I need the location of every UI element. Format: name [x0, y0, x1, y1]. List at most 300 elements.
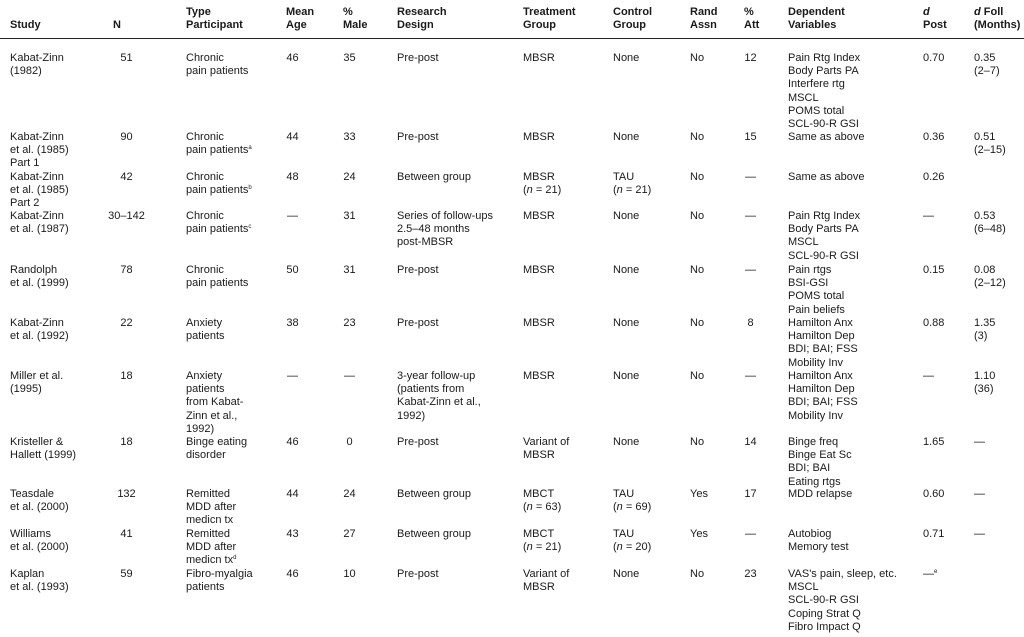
- cell-type-line: Anxiety: [186, 317, 223, 329]
- cell-att: [737, 131, 764, 144]
- cell-dv: [788, 488, 852, 501]
- cell-male-line: —: [344, 370, 355, 382]
- cell-dfoll-line: 0.53: [974, 210, 996, 222]
- cell-control-line: TAU: [613, 171, 635, 183]
- cell-treat-line: MBSR: [523, 131, 555, 143]
- cell-design: [397, 210, 493, 250]
- cell-control-line: TAU: [613, 528, 635, 540]
- cell-rand: [690, 131, 704, 144]
- cell-dv-line: SCL-90-R GSI: [788, 118, 859, 131]
- cell-study-line: Kristeller &: [10, 436, 64, 448]
- cell-age-line: 50: [286, 264, 299, 276]
- header-dpost: [923, 6, 947, 32]
- cell-study-line: et al. (2000): [10, 541, 69, 554]
- cell-att-line: —: [745, 171, 756, 183]
- cell-male-line: 24: [343, 488, 356, 500]
- cell-n-line: 41: [120, 528, 133, 540]
- cell-control-line: None: [613, 131, 640, 143]
- cell-design-line: Pre-post: [397, 264, 439, 276]
- cell-dfoll: [974, 528, 985, 541]
- cell-age: [279, 488, 306, 501]
- cell-att: [737, 317, 764, 330]
- cell-age-line: 46: [286, 52, 299, 64]
- cell-type-line: pain patients$^b$: [186, 184, 252, 197]
- cell-treat: [523, 210, 555, 223]
- cell-dv-line: BDI; BAI: [788, 462, 831, 475]
- cell-dpost-line: —: [923, 210, 934, 222]
- cell-control-line: None: [613, 210, 640, 222]
- cell-dpost: [923, 264, 944, 277]
- cell-male: [336, 171, 363, 184]
- cell-dv-line: POMS total: [788, 290, 845, 303]
- cell-type: [186, 210, 251, 236]
- cell-treat-line: MBCT: [523, 528, 555, 540]
- cell-dpost: [923, 210, 934, 223]
- cell-study-line: et al. (1985): [10, 144, 69, 157]
- cell-design: [397, 436, 439, 449]
- cell-control-line: (n = 21): [613, 184, 652, 197]
- cell-male: [336, 317, 363, 330]
- cell-control-line: TAU: [613, 488, 635, 500]
- cell-design: [397, 370, 481, 423]
- cell-dv-line: MDD relapse: [788, 488, 853, 500]
- cell-male: [336, 488, 363, 501]
- cell-dv: [788, 52, 860, 131]
- cell-control-line: None: [613, 568, 640, 580]
- cell-dv-line: BDI; BAI; FSS: [788, 343, 858, 356]
- cell-n: [107, 488, 146, 501]
- cell-type-line: Fibro-myalgia: [186, 568, 253, 580]
- cell-design-line: post-MBSR: [397, 236, 454, 249]
- cell-dv-line: Binge Eat Sc: [788, 449, 852, 462]
- cell-type: [186, 171, 252, 197]
- cell-design-line: Pre-post: [397, 317, 439, 329]
- cell-control: [613, 568, 639, 581]
- cell-dpost: [923, 131, 944, 144]
- cell-dfoll: [974, 264, 1006, 290]
- cell-study: [10, 568, 69, 594]
- cell-control: [613, 436, 639, 449]
- cell-control: [613, 171, 651, 197]
- cell-n: [107, 568, 146, 581]
- footnote-marker: d: [233, 555, 237, 562]
- cell-dfoll-line: (2–7): [974, 65, 1000, 78]
- cell-n-line: 22: [120, 317, 133, 329]
- cell-male: [336, 264, 363, 277]
- cell-dv: [788, 528, 849, 554]
- cell-male: [336, 52, 363, 65]
- cell-design-line: Between group: [397, 488, 471, 500]
- cell-att-line: —: [745, 210, 756, 222]
- cell-control-line: None: [613, 264, 640, 276]
- cell-study-line: Randolph: [10, 264, 58, 276]
- cell-study: [10, 528, 69, 554]
- cell-type: [186, 131, 252, 157]
- cell-dv: [788, 171, 864, 184]
- cell-type-line: 1992): [186, 422, 215, 435]
- cell-dv: [788, 317, 858, 370]
- cell-treat: [523, 171, 561, 197]
- cell-study-line: Hallett (1999): [10, 449, 77, 462]
- header-n-line: N: [113, 19, 121, 31]
- cell-dv-line: MSCL: [788, 236, 819, 249]
- cell-design-line: 1992): [397, 409, 426, 422]
- cell-rand-line: No: [690, 370, 705, 382]
- cell-treat-line: (n = 63): [523, 501, 562, 514]
- header-att: [744, 6, 759, 32]
- header-n: [113, 19, 121, 32]
- cell-rand: [690, 568, 704, 581]
- cell-age: [279, 210, 306, 223]
- cell-dv: [788, 131, 864, 144]
- cell-treat-line: MBSR: [523, 210, 555, 222]
- cell-dv: [788, 436, 852, 489]
- cell-treat: [523, 131, 555, 144]
- cell-treat: [523, 370, 555, 383]
- cell-n-line: 78: [120, 264, 133, 276]
- cell-age-line: 46: [286, 568, 299, 580]
- cell-rand-line: No: [690, 52, 705, 64]
- cell-study-line: Miller et al.: [10, 370, 64, 382]
- header-age-line: Mean: [286, 6, 315, 18]
- cell-n-line: 59: [120, 568, 133, 580]
- cell-treat-line: MBSR: [523, 449, 555, 462]
- header-dfoll: [974, 6, 1020, 32]
- cell-age: [279, 370, 306, 383]
- cell-dv-line: Interfere rtg: [788, 78, 845, 91]
- cell-type-line: patients: [186, 581, 225, 594]
- cell-study: [10, 264, 69, 290]
- cell-type-line: patients: [186, 383, 225, 396]
- cell-dfoll-line: 0.51: [974, 131, 996, 143]
- cell-rand-line: No: [690, 210, 705, 222]
- cell-type: [186, 52, 248, 78]
- footnote-marker: a: [248, 145, 252, 152]
- cell-control: [613, 52, 639, 65]
- cell-type-line: patients: [186, 330, 225, 343]
- cell-type: [186, 528, 236, 568]
- cell-dv-line: Binge freq: [788, 436, 839, 448]
- cell-rand-line: Yes: [690, 488, 708, 500]
- header-study: [10, 19, 41, 32]
- cell-design-line: Pre-post: [397, 568, 439, 580]
- cell-dpost: [923, 528, 944, 541]
- cell-dv-line: Eating rtgs: [788, 475, 841, 488]
- cell-dfoll-line: —: [974, 528, 985, 540]
- cell-rand-line: No: [690, 171, 705, 183]
- cell-study: [10, 488, 69, 514]
- cell-n-line: 42: [120, 171, 133, 183]
- cell-n-line: 30–142: [108, 210, 145, 222]
- cell-rand: [690, 370, 704, 383]
- cell-dfoll: [974, 52, 1000, 78]
- header-study-line: Study: [10, 19, 41, 31]
- cell-att: [737, 210, 764, 223]
- cell-n: [107, 131, 146, 144]
- cell-dpost-line: 0.70: [923, 52, 945, 64]
- cell-type-line: pain patients$^c$: [186, 223, 252, 236]
- cell-design-line: Between group: [397, 528, 471, 540]
- cell-att-line: 8: [747, 317, 754, 329]
- cell-male-line: 31: [343, 210, 356, 222]
- cell-design: [397, 568, 439, 581]
- cell-dv-line: VAS's pain, sleep, etc.: [788, 568, 897, 580]
- cell-n: [107, 52, 146, 65]
- cell-dv-line: Autobiog: [788, 528, 832, 540]
- cell-dpost-line: —$^e$: [923, 568, 938, 580]
- cell-dfoll-line: 0.08: [974, 264, 996, 276]
- cell-dv-line: Same as above: [788, 171, 865, 183]
- cell-study-line: Part 2: [10, 197, 40, 210]
- cell-treat-line: MBSR: [523, 171, 555, 183]
- cell-dv-line: Body Parts PA: [788, 223, 859, 236]
- cell-type-line: Anxiety: [186, 370, 223, 382]
- header-design-line: Design: [397, 19, 434, 31]
- cell-design-line: Pre-post: [397, 131, 439, 143]
- cell-type: [186, 568, 253, 594]
- cell-study: [10, 317, 69, 343]
- cell-study: [10, 52, 64, 78]
- cell-att: [737, 52, 764, 65]
- cell-treat: [523, 52, 555, 65]
- cell-design: [397, 52, 439, 65]
- cell-dpost-line: 0.15: [923, 264, 945, 276]
- header-divider: [0, 38, 1024, 39]
- cell-study-line: et al. (1992): [10, 330, 69, 343]
- cell-type-line: pain patients: [186, 277, 249, 290]
- cell-age-line: 43: [286, 528, 299, 540]
- cell-study-line: et al. (2000): [10, 501, 69, 514]
- cell-control-line: None: [613, 436, 640, 448]
- cell-age-line: 46: [286, 436, 299, 448]
- cell-control: [613, 370, 639, 383]
- cell-type-line: MDD after: [186, 541, 237, 554]
- cell-male-line: 24: [343, 171, 356, 183]
- cell-rand-line: Yes: [690, 528, 708, 540]
- cell-dv-line: Hamilton Anx: [788, 370, 853, 382]
- cell-n: [107, 370, 146, 383]
- cell-dfoll-line: (3): [974, 330, 988, 343]
- cell-control: [613, 317, 639, 330]
- cell-dfoll-line: 1.35: [974, 317, 996, 329]
- cell-dv-line: Mobility Inv: [788, 409, 844, 422]
- cell-study-line: et al. (1993): [10, 581, 69, 594]
- cell-male: [336, 436, 363, 449]
- cell-study: [10, 210, 69, 236]
- cell-control-line: None: [613, 370, 640, 382]
- cell-att-line: 12: [744, 52, 757, 64]
- cell-study-line: Kabat-Zinn: [10, 52, 64, 64]
- header-male-line: Male: [343, 19, 368, 31]
- cell-study-line: et al. (1999): [10, 277, 69, 290]
- cell-att-line: 14: [744, 436, 757, 448]
- cell-treat-line: (n = 21): [523, 184, 562, 197]
- cell-dv-line: Body Parts PA: [788, 65, 859, 78]
- cell-dfoll: [974, 370, 995, 396]
- cell-treat-line: Variant of: [523, 436, 570, 448]
- cell-dv-line: Pain beliefs: [788, 303, 845, 316]
- cell-type-line: Chronic: [186, 52, 224, 64]
- cell-male: [336, 370, 363, 383]
- cell-dfoll-line: —: [974, 488, 985, 500]
- cell-study: [10, 131, 69, 171]
- cell-att: [737, 436, 764, 449]
- cell-dv-line: Memory test: [788, 541, 849, 554]
- cell-age-line: 38: [286, 317, 299, 329]
- cell-treat-line: MBSR: [523, 581, 555, 594]
- cell-male: [336, 568, 363, 581]
- cell-att-line: —: [745, 528, 756, 540]
- cell-control: [613, 264, 639, 277]
- cell-treat: [523, 264, 555, 277]
- header-age-line: Age: [286, 19, 307, 31]
- cell-study-line: Kabat-Zinn: [10, 171, 64, 183]
- cell-dpost: [923, 52, 944, 65]
- cell-n-line: 51: [120, 52, 133, 64]
- cell-dfoll-line: (6–48): [974, 223, 1006, 236]
- cell-rand: [690, 317, 704, 330]
- cell-dfoll: [974, 131, 1006, 157]
- cell-type-line: Remitted: [186, 528, 231, 540]
- cell-control: [613, 210, 639, 223]
- cell-att: [737, 171, 764, 184]
- cell-study-line: Kabat-Zinn: [10, 131, 64, 143]
- cell-dv-line: Hamilton Anx: [788, 317, 853, 329]
- cell-type-line: pain patients$^a$: [186, 144, 252, 157]
- cell-treat-line: (n = 21): [523, 541, 562, 554]
- cell-dv-line: Hamilton Dep: [788, 330, 855, 343]
- cell-age: [279, 264, 306, 277]
- cell-rand-line: No: [690, 568, 705, 580]
- cell-control-line: None: [613, 317, 640, 329]
- cell-design-line: Series of follow-ups: [397, 210, 493, 222]
- cell-design-line: Pre-post: [397, 436, 439, 448]
- header-rand-line: Assn: [690, 19, 717, 31]
- cell-dv-line: Coping Strat Q: [788, 607, 861, 620]
- cell-study: [10, 436, 76, 462]
- cell-design: [397, 488, 471, 501]
- cell-male: [336, 210, 363, 223]
- cell-male-line: 23: [343, 317, 356, 329]
- cell-design-line: Pre-post: [397, 52, 439, 64]
- cell-type-line: Remitted: [186, 488, 231, 500]
- cell-study-line: Williams: [10, 528, 51, 540]
- cell-treat: [523, 488, 561, 514]
- cell-att-line: 17: [744, 488, 757, 500]
- cell-rand: [690, 436, 704, 449]
- cell-dv-line: MSCL: [788, 581, 819, 594]
- cell-treat: [523, 317, 555, 330]
- header-rand: [690, 6, 718, 32]
- cell-type-line: medicn $tx^d$: [186, 554, 237, 567]
- cell-study: [10, 370, 63, 396]
- cell-type-line: Chronic: [186, 171, 224, 183]
- cell-type-line: disorder: [186, 449, 226, 462]
- cell-design: [397, 528, 471, 541]
- cell-male-line: 27: [343, 528, 356, 540]
- cell-dv: [788, 370, 858, 423]
- cell-study-line: Kaplan: [10, 568, 45, 580]
- cell-male-line: 10: [343, 568, 356, 580]
- cell-type-line: Chronic: [186, 131, 224, 143]
- cell-study-line: et al. (1985): [10, 184, 69, 197]
- cell-age: [279, 52, 306, 65]
- cell-type-line: Binge eating: [186, 436, 248, 448]
- cell-n: [107, 317, 146, 330]
- cell-dv-line: SCL-90-R GSI: [788, 249, 859, 262]
- cell-control-line: (n = 20): [613, 541, 652, 554]
- cell-design: [397, 264, 439, 277]
- cell-study-line: Part 1: [10, 157, 40, 170]
- cell-dfoll-line: (2–12): [974, 277, 1006, 290]
- cell-dfoll: [974, 436, 985, 449]
- header-design: [397, 6, 447, 32]
- cell-type: [186, 370, 243, 436]
- cell-dv-line: Same as above: [788, 131, 865, 143]
- cell-rand-line: No: [690, 436, 705, 448]
- cell-att: [737, 528, 764, 541]
- cell-n: [107, 528, 146, 541]
- header-treat-line: Treatment: [523, 6, 576, 18]
- cell-type-line: pain patients: [186, 65, 249, 78]
- cell-att-line: —: [745, 370, 756, 382]
- cell-dv-line: Pain rtgs: [788, 264, 832, 276]
- footnote-marker: e: [934, 569, 938, 575]
- header-dv-line: Dependent: [788, 6, 845, 18]
- cell-age-line: —: [287, 210, 298, 222]
- cell-type-line: Chronic: [186, 210, 224, 222]
- header-att-line: Att: [744, 19, 760, 31]
- cell-dv-line: Mobility Inv: [788, 356, 844, 369]
- cell-dpost: [923, 370, 934, 383]
- cell-treat: [523, 568, 569, 594]
- cell-att-line: 15: [744, 131, 757, 143]
- cell-rand: [690, 264, 704, 277]
- cell-age: [279, 568, 306, 581]
- cell-n-line: 18: [120, 370, 133, 382]
- header-type: [186, 6, 243, 32]
- cell-att: [737, 264, 764, 277]
- header-type-line: Participant: [186, 19, 243, 31]
- cell-dfoll-line: 1.10: [974, 370, 996, 382]
- cell-control: [613, 528, 651, 554]
- cell-age: [279, 131, 306, 144]
- cell-att: [737, 370, 764, 383]
- header-control-line: Group: [613, 19, 646, 31]
- cell-dv: [788, 210, 860, 263]
- cell-dpost-line: —: [923, 370, 934, 382]
- cell-rand: [690, 488, 708, 501]
- header-design-line: Research: [397, 6, 447, 18]
- header-control-line: Control: [613, 6, 653, 18]
- cell-dv-line: Hamilton Dep: [788, 383, 855, 396]
- header-dv: [788, 6, 845, 32]
- cell-treat-line: MBCT: [523, 488, 555, 500]
- cell-treat-line: MBSR: [523, 52, 555, 64]
- cell-dv-line: Pain Rtg Index: [788, 210, 861, 222]
- cell-dv-line: MSCL: [788, 91, 819, 104]
- cell-study-line: Teasdale: [10, 488, 55, 500]
- cell-control: [613, 488, 651, 514]
- cell-dpost-line: 0.88: [923, 317, 945, 329]
- cell-dpost: [923, 568, 937, 581]
- cell-dpost-line: 0.26: [923, 171, 945, 183]
- cell-type: [186, 436, 247, 462]
- cell-n: [107, 210, 146, 223]
- cell-dv: [788, 264, 845, 317]
- cell-design: [397, 171, 471, 184]
- cell-dpost: [923, 488, 944, 501]
